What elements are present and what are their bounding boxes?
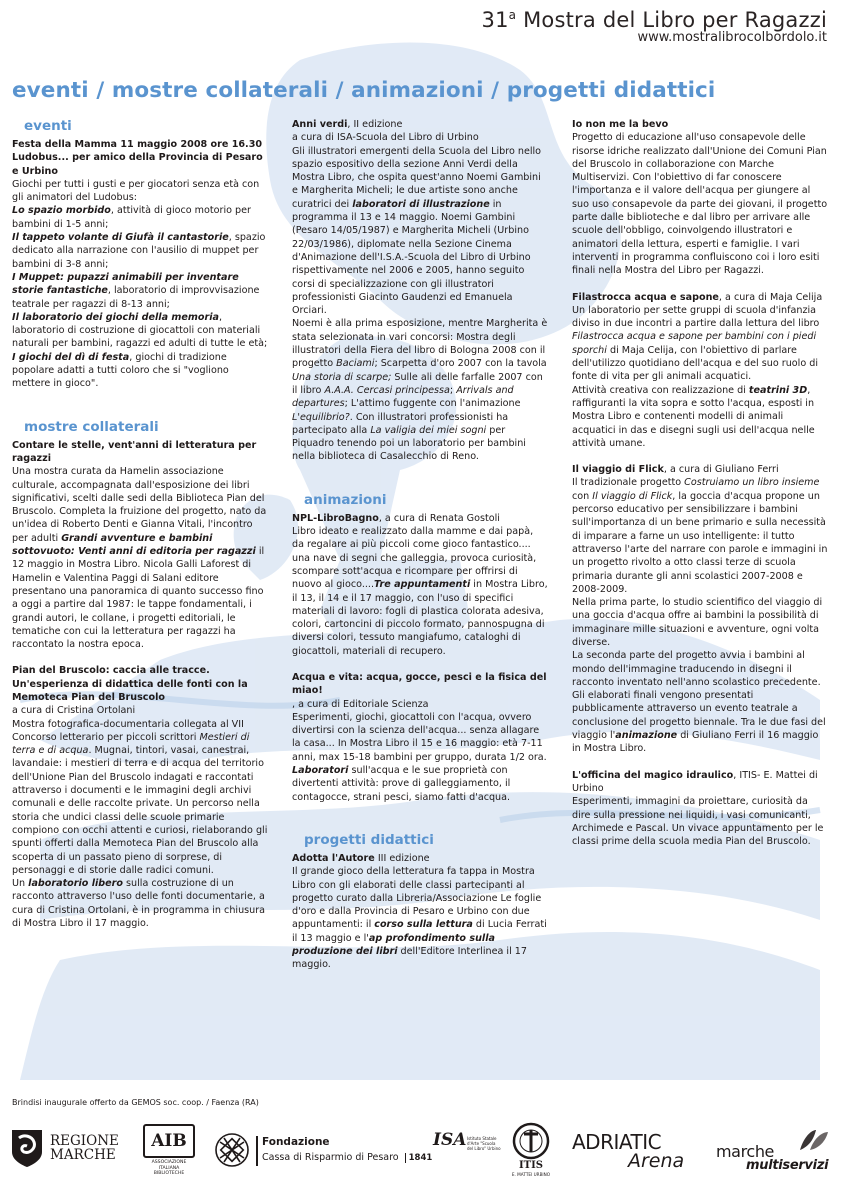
autore-approfondimento: ap profondimento sulla produzione dei libri: [292, 932, 495, 958]
npl-title: NPL-LibroBagno: [292, 512, 379, 524]
noemi-italic-1: Baciami: [336, 358, 375, 370]
bruscolo-contest-name: Mestieri di terra e di acqua: [12, 731, 250, 757]
flick-project-name: Costruiamo un libro insieme: [684, 477, 820, 489]
anni-lab-name: laboratori di illustrazione: [352, 198, 490, 210]
spazio-name: Lo spazio morbido: [12, 205, 111, 217]
flick-text-part2: con: [572, 490, 593, 502]
flick-book-name: Il viaggio di Flick: [592, 490, 673, 502]
aib-logo-mark: AIB: [143, 1124, 195, 1158]
aib-subtitle: ASSOCIAZIONE ITALIANA BIBLIOTECHE: [151, 1160, 187, 1176]
spazio-item: [12, 204, 270, 231]
lab-name: laboratorio libero: [28, 878, 123, 890]
fondazione-year: 1841: [405, 1153, 433, 1163]
anni-text-part2: in programma il 13 e 14 maggio. Noemi Gambini (Pesaro 14/05/1987) e Margherita Micheli (Urbino 22/03/1986), diplomate nella Sezione Cinema d'Animazione dell'I.S.A.-Scuola del Libro di Urbino rispettivamente nel 2006 e 2005, hanno seguito corsi di specializzazione con gli illustratori professionisti Giacinto Gaudenzi ed Emanuela Orciari.: [292, 198, 531, 317]
autore-corso: corso sulla lettura: [374, 919, 473, 931]
flick-text-5: La seconda parte del progetto avvia i bambini al mondo dell'immagine traducendo in disegni il racconto inventato nell'anno scolastico precedente.: [572, 650, 821, 688]
flick-text-4: Nella prima parte, lo studio scientifico del viaggio di una goccia d'acqua offre ai bambini la possibilità di immaginare mille situazioni e avventure, ogni volta diverse.: [572, 597, 823, 648]
noemi-italic-2: Una storia di scarpe;: [292, 371, 392, 383]
muppet-name: I Muppet: pupazzi animabili per inventare storie fantastiche: [12, 271, 239, 297]
isa-subtitle: Istituto Statale d'Arte "Scuola del Libro" Urbino: [467, 1136, 501, 1151]
npl-cura: , a cura di Renata Gostoli: [378, 512, 500, 524]
tappeto-name: Il tappeto volante di Giufà il cantastorie: [12, 232, 229, 244]
fil-text-part2: di Maja Celija, con l'obiettivo di parlare dell'utilizzo quotidiano dell'acqua e del suo ruolo di fonte di vita per gli animali acquatici.: [572, 344, 818, 383]
autore-text: [292, 865, 548, 971]
itis-logo-text: ITIS: [518, 1160, 544, 1171]
noemi-text-2: ; Scarpetta d'oro 2007 con la tavola: [374, 358, 547, 370]
npl-appointments: Tre appuntamenti: [374, 579, 471, 591]
fil-heading: [572, 291, 828, 304]
bruscolo-text-part1: Mostra fotografica-documentaria collegata al VII Concorso letterario per piccoli scrittori: [12, 718, 244, 743]
lab-text: [12, 877, 270, 930]
laboratorio-name: Il laboratorio dei giochi della memoria: [12, 311, 219, 323]
bruscolo-cura: a cura di Cristina Ortolani: [12, 705, 136, 717]
fondazione-title: Fondazione: [262, 1136, 330, 1148]
giochi-item: [12, 351, 270, 391]
marche-text: marche: [716, 1142, 774, 1161]
anni-title: Anni verdi: [292, 119, 348, 130]
autore-heading: [292, 852, 548, 865]
edition-number: 31: [481, 8, 509, 32]
fil-teatrini: teatrini 3D: [748, 384, 808, 396]
fil-text-part3: Attività creativa con realizzazione di: [572, 384, 749, 396]
heading-animazioni: animazioni: [304, 491, 387, 508]
bevo-text: Progetto di educazione all'uso consapevole delle risorse idriche realizzato dall'Unione dei Comuni Pian del Bruscolo in collaborazione con Marche Multiservizi. Con l'obiettivo di far conoscere l'importanza e il valore dell'acqua per giungere al suo uso consapevole da parte dei giovani, il progetto parte dalle biblioteche e dal libro per arrivare alle scuole dell'obbligo, coinvolgendo illustratori e animatori della lettura, esperti e famiglie. I vari interventi in programma confluiscono coi i loro esiti finali nella Mostra del Libro per Ragazzi.: [572, 132, 828, 277]
tappeto-text: , spazio dedicato alla narrazione con l'ausilio di muppet per bambini di 3-8 anni;: [12, 232, 266, 270]
noemi-text-4: ;: [449, 384, 457, 396]
stelle-text-part1: Una mostra curata da Hamelin associazione culturale, accompagnata dall'esposizione dei libri significativi, scelti dalle sedi della Biblioteca Pian del Bruscolo. Completa la fruizione del progetto, nato da un'idea di Roberto Denti e Gianna Vitali, l'incontro per adulti: [12, 466, 267, 544]
regione-line2: MARCHE: [50, 1147, 116, 1163]
adriatic-arena-logo: [572, 1122, 702, 1178]
multiservizi-leaf-icon: [798, 1128, 830, 1152]
noemi-text-6: . Con illustratori professionisti ha partecipato alla: [292, 411, 509, 436]
npl-heading: [292, 512, 548, 525]
flick-text-part6: Gli elaborati finali vengono presentati pubblicamente attraverso un evento teatrale a conclusione del progetto biennale. Tra le due fasi del viaggio l': [572, 690, 826, 742]
fil-text: [572, 304, 828, 384]
stelle-text-part2: il 12 maggio in Mostra Libro. Nicola Galli Laforest di Hamelin e Valentina Paggi di Salani editore presentano una panoramica di quanto successo fino a oggi a partire dal 1987: le tappe fondamentali, i grandi autori, le collane, i progetti editoriali, le tematiche con cui la letteratura per ragazzi ha raccontato la nostra epoca.: [12, 546, 265, 651]
flick-text-6: [572, 689, 828, 755]
fondazione-logo: [212, 1122, 433, 1178]
noemi-italic-4: Arrivals and departures: [292, 384, 514, 410]
heading-mostre-collaterali: mostre collaterali: [24, 418, 159, 435]
anni-cura: a cura di ISA-Scuola del Libro di Urbino: [292, 132, 479, 144]
noemi-text-5: ; L'attimo fuggente con l'animazione: [344, 398, 521, 410]
website-url[interactable]: www.mostralibrocolbordolo.it: [637, 30, 827, 45]
officina-heading: [572, 769, 828, 796]
fil-text-part1: Un laboratorio per sette gruppi di scuola d'infanzia diviso in due incontri a partire dalla lettura del libro: [572, 304, 820, 330]
giochi-text: , giochi di tradizione popolare adatti a tutti coloro che si "vogliono mettere in gioco".: [12, 351, 229, 390]
noemi-italic-3: A.A.A. Cercasi principessa: [324, 384, 450, 396]
flick-text: [572, 476, 828, 596]
fil-book-title: Filastrocca acqua e sapone per bambini con i piedi sporchi: [572, 331, 817, 356]
fondazione-subtitle-row: [262, 1152, 432, 1163]
itis-logo: [506, 1122, 556, 1178]
arena-text: Arena: [628, 1150, 685, 1172]
noemi-italic-5: L'equilibrio?: [292, 411, 350, 423]
bevo-title: Io non me la bevo: [572, 119, 669, 130]
anni-text-part1: Gli illustratori emergenti della Scuola del Libro nello spazio espositivo della sezione Anni Verdi della Mostra Libro, che ospita quest'anno Noemi Gambini e Margherita Micheli; le due artiste sono anche curatrici dei: [292, 145, 542, 210]
regione-marche-emblem-icon: [10, 1128, 44, 1168]
npl-text-part2: in Mostra Libro, il 13, il 14 e il 17 maggio, con l'uso di specifici materiali di lavoro: fogli di plastica colorata adesiva, colori, cartoncini di piccolo formato, pannospugna di diversi colori, tessuto mangiafumo, cataloghi di giocattoli, materiali di recupero.: [292, 579, 548, 657]
officina-cura: , ITIS- E. Mattei di Urbino: [572, 769, 818, 794]
bruscolo-title: Pian del Bruscolo: caccia alle tracce. Un'esperienza di didattica delle fonti con la Memoteca Pian del Bruscolo: [12, 665, 248, 703]
acqua-text: [292, 711, 548, 804]
exhibition-title-text: Mostra del Libro per Ragazzi: [523, 8, 827, 32]
regione-marche-logo: [10, 1122, 125, 1178]
officina-text: Esperimenti, immagini da proiettare, curiosità da dire sulla pressione nei liquidi, i vasi comunicanti, Archimede e Pascal. Un vivace appuntamento per le classi prime della scuola media Pian del Bruscolo.: [572, 796, 824, 848]
noemi-text-1: Noemi è alla prima esposizione, mentre Margherita è stata selezionata in vari concorsi: Mostra degli illustratori della Fiera del libro di Bologna 2008 con il progetto: [292, 318, 548, 370]
lab-text-part1: Un: [12, 878, 29, 890]
autore-text-part2: di Lucia Ferrati il 13 maggio e l': [292, 919, 547, 944]
itis-emblem-icon: [512, 1122, 550, 1160]
autore-title: Adotta l'Autore: [292, 852, 375, 864]
giochi-name: I giochi del dì di festa: [12, 351, 130, 363]
flick-title: Il viaggio di Flick: [572, 464, 664, 476]
exhibition-title: [482, 8, 827, 32]
anni-edition: , II edizione: [347, 119, 403, 130]
brindisi-note: Brindisi inaugurale offerto da GEMOS soc. coop. / Faenza (RA): [12, 1098, 259, 1107]
fil-title: Filastrocca acqua e sapone: [572, 291, 719, 303]
aib-logo: [143, 1122, 195, 1178]
laboratorio-text: , laboratorio di costruzione di giocattoli con materiali naturali per bambini, ragazzi ed adulti di tutte le età;: [12, 311, 268, 350]
itis-subtitle: E. MATTEI URBINO: [511, 1172, 551, 1177]
bruscolo-text-part2: . Mugnai, tintori, vasai, canestrai, lavandaie: i mestieri di terra e di acqua del territorio dell'Unione Pian del Bruscolo indagati e raccontati attraverso i documenti e le immagini degli archivi comunali e delle raccolte private. Un percorso nella storia che undici classi delle scuole primarie compiono con occhi attenti e curiosi, rielaborando gli spunti offerti dalla Memoteca Pian del Bruscolo alla scoperta di un passato pieno di sorprese, di personaggi e di storie dalle radici comuni.: [12, 745, 268, 876]
ludobus-text: Giochi per tutti i gusti e per giocatori senza età con gli animatori del Ludobus:: [12, 178, 260, 204]
acqua-lab-name: Laboratori: [292, 765, 349, 777]
festa-title: Festa della Mamma 11 maggio 2008 ore 16.30: [12, 139, 263, 150]
stelle-title: Contare le stelle, vent'anni di letteratura per ragazzi: [12, 439, 257, 464]
muppet-text: , laboratorio di improvvisazione teatrale per ragazzi di 8-13 anni;: [12, 285, 260, 310]
fondazione-subtitle: Cassa di Risparmio di Pesaro: [262, 1152, 399, 1163]
sponsor-footer: [0, 1122, 841, 1182]
autore-text-part3: dell'Editore Interlinea il 17 maggio.: [292, 946, 527, 971]
adriatic-text: ADRIATIC: [572, 1130, 662, 1154]
heading-progetti-didattici: progetti didattici: [304, 831, 434, 848]
heading-eventi: eventi: [24, 118, 72, 134]
officina-title: L'officina del magico idraulico: [572, 769, 734, 781]
column-1: [12, 118, 270, 930]
flick-text-part3: , la goccia d'acqua propone un percorso educativo per sensibilizzare i bambini sull'importanza di un bene primario e sulla necessità di imparare a farne un uso intelligente: il tutto attraverso l'arte del narrare con parole e immagini in un progetto rivolto a otto classi terze di scuola primaria durante gli anni scolastici 2007-2008 e 2008-2009.: [572, 490, 828, 595]
column-3: [572, 118, 828, 848]
edition-suffix: a: [508, 8, 517, 22]
anni-heading: [292, 118, 548, 131]
page-header: [482, 8, 827, 45]
column-2: [292, 118, 548, 972]
flick-animazione: animazione: [615, 730, 678, 742]
regione-line1: REGIONE: [50, 1133, 119, 1149]
stelle-text: [12, 465, 270, 651]
flick-text-part1: Il tradizionale progetto: [572, 477, 685, 489]
flick-cura: , a cura di Giuliano Ferri: [663, 464, 779, 476]
main-title: eventi / mostre collaterali / animazioni / progetti didattici: [12, 78, 716, 103]
laboratorio-item: [12, 311, 270, 351]
flick-heading: [572, 463, 828, 476]
spazio-text: , attività di gioco motorio per bambini di 1-5 anni;: [12, 205, 251, 230]
flick-text-part7: di Giuliano Ferri il 16 maggio in Mostra Libro.: [572, 730, 819, 755]
isa-logo-mark: ISA: [433, 1130, 467, 1150]
multiservizi-text: multiservizi: [746, 1158, 829, 1173]
acqua-text-part2: sull'acqua e le sue proprietà con divertenti attività: prove di galleggiamento, il contagocce, strani pesci, siamo fatti d'acqua.: [292, 765, 511, 803]
stelle-event-title: Grandi avventure e bambini sottovuoto: Venti anni di editoria per ragazzi: [12, 532, 256, 558]
bruscolo-text: [12, 718, 270, 878]
noemi-text: [292, 317, 548, 463]
isa-logo: [433, 1122, 503, 1178]
acqua-title: Acqua e vita: acqua, gocce, pesci e la fisica del miao!: [292, 671, 547, 697]
ludobus-title: Ludobus... per amico della Provincia di Pesaro e Urbino: [12, 152, 263, 177]
tappeto-item: [12, 231, 270, 271]
noemi-italic-6: La valigia dei miei sogni: [370, 424, 487, 436]
fil-cura: , a cura di Maja Celija: [718, 291, 823, 303]
npl-text-part1: Libro ideato e realizzato dalla mamme e dai papà, da regalare ai più piccoli come gioco fantastico.... una nave di segni che galleggia, provoca curiosità, scompare sott'acqua e ricompare per offrirsi di nuovo al gioco....: [292, 526, 537, 591]
fil-text-b: [572, 384, 828, 450]
fondazione-knot-icon: [212, 1130, 252, 1170]
anni-text: [292, 145, 548, 318]
acqua-cura: , a cura di Editoriale Scienza: [292, 698, 429, 710]
muppet-item: [12, 271, 270, 311]
lab-text-part2: sulla costruzione di un racconto attraverso l'uso delle fonti documentarie, a cura di Cristina Ortolani, è in programma in chiusura di Mostra Libro il 17 maggio.: [12, 878, 266, 930]
marche-multiservizi-logo: [716, 1122, 834, 1178]
acqua-text-part1: Esperimenti, giochi, giocattoli con l'acqua, ovvero divertirsi con la scienza dell'acqua... senza allagare la casa... In Mostra Libro il 15 e 16 maggio: età 7-11 anni, max 15-18 bambini per gruppo, durata 1/2 ora.: [292, 711, 547, 763]
noemi-text-3: Sulle ali delle farfalle 2007 con il libro: [292, 371, 543, 396]
fil-text-part4: , raffiguranti la vita sopra e sotto l'acqua, esposti in Mostra Libro e contenenti modelli di animali acquatici in das e disegni sugli usi dell'acqua nelle attività umane.: [572, 384, 815, 449]
autore-edition: III edizione: [374, 852, 430, 864]
noemi-text-7: per Piquadro tenendo poi un laboratorio per bambini nella biblioteca di Casalecchio di Reno.: [292, 424, 526, 463]
npl-text: [292, 525, 548, 658]
autore-text-part1: Il grande gioco della letteratura fa tappa in Mostra Libro con gli elaborati delle classi partecipanti al progetto curato dalla Libreria/Associazione Le foglie d'oro e dalla Provincia di Pesaro e Urbino con due appuntamenti: il: [292, 866, 542, 931]
